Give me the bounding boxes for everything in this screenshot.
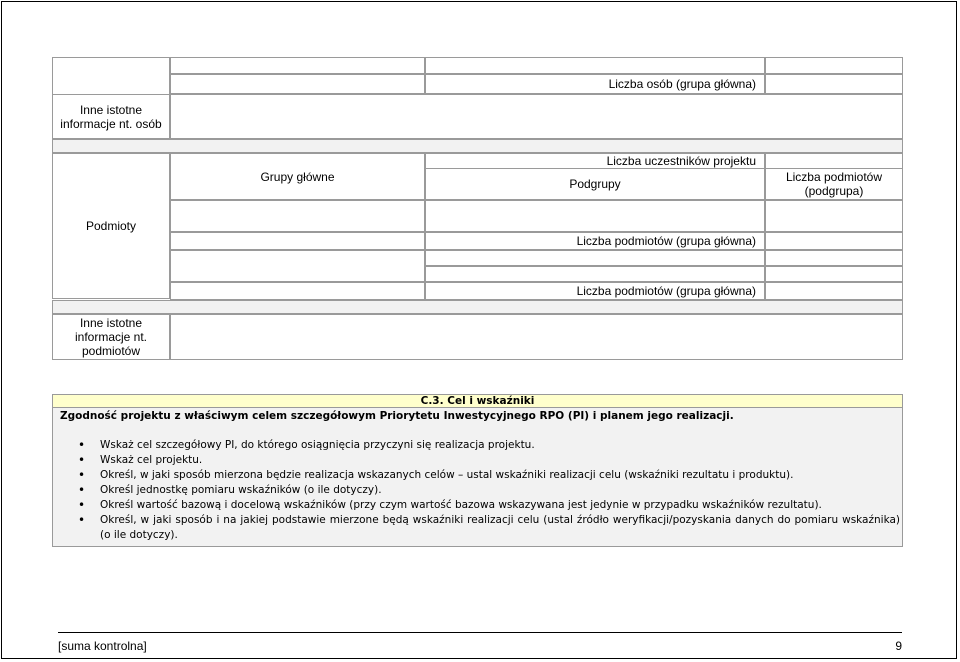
persons-group-count-header: Liczba osób (grupa główna) — [425, 74, 765, 94]
entities-subgroup-count-header: Liczba podmiotów (podgrupa) — [765, 168, 903, 200]
list-item: • Określ, w jaki sposób mierzona będzie realizacja wskazanych celów – ustal wskaźniki realizacji celu (wskaźniki rezultatu i produktu). — [60, 468, 900, 483]
subgroups-header: Podgrupy — [425, 168, 765, 200]
table-cell[interactable] — [170, 282, 425, 300]
participants-count-header: Liczba uczestników projektu — [425, 153, 765, 169]
table-cell[interactable] — [765, 232, 903, 250]
table-cell[interactable] — [170, 232, 425, 250]
table-cell[interactable] — [765, 282, 903, 300]
other-info-entities-field[interactable] — [170, 314, 903, 360]
page-footer — [58, 632, 902, 653]
table-separator-row — [52, 300, 903, 314]
list-item: • Określ, w jaki sposób i na jakiej podstawie mierzone będą wskaźniki realizacji celu (ustal źródło weryfikacji/pozyskania danych do pomiaru wskaźnika) (o ile dotyczy). — [60, 513, 900, 543]
other-info-persons-label: Inne istotne informacje nt. osób — [52, 94, 170, 139]
main-groups-header: Grupy główne — [170, 153, 425, 200]
entities-group-count-header-1: Liczba podmiotów (grupa główna) — [425, 232, 765, 250]
entities-label: Podmioty — [52, 153, 170, 299]
entities-group-count-header-2: Liczba podmiotów (grupa główna) — [425, 282, 765, 300]
checksum-label: [suma kontrolna] — [58, 639, 147, 653]
other-info-entities-label: Inne istotne informacje nt. podmiotów — [52, 314, 170, 360]
list-item: • Określ jednostkę pomiaru wskaźników (o ile dotyczy). — [60, 483, 900, 498]
table-cell[interactable] — [765, 153, 903, 169]
page-number: 9 — [895, 639, 902, 653]
table-separator-row — [52, 139, 903, 153]
instructions-list — [60, 438, 900, 543]
table-cell[interactable] — [425, 200, 765, 232]
table-cell[interactable] — [425, 250, 765, 266]
list-item: • Wskaż cel szczegółowy PI, do którego osiągnięcia przyczyni się realizacja projektu. — [60, 438, 900, 453]
table-cell[interactable] — [170, 250, 425, 282]
table-cell[interactable] — [170, 57, 425, 74]
other-info-persons-field[interactable] — [170, 94, 903, 139]
table-cell[interactable] — [170, 74, 425, 94]
table-cell[interactable] — [765, 266, 903, 282]
list-item: • Określ wartość bazową i docelową wskaźników (przy czym wartość bazowa wskazywana jest jedynie w przypadku wskaźników rezultatu). — [60, 498, 900, 513]
list-item: • Wskaż cel projektu. — [60, 453, 900, 468]
section-title: C.3. Cel i wskaźniki — [52, 394, 903, 408]
table-cell[interactable] — [170, 200, 425, 232]
table-cell[interactable] — [765, 74, 903, 94]
table-cell[interactable] — [765, 250, 903, 266]
answer-field[interactable] — [52, 547, 903, 617]
section-subtitle: Zgodność projektu z właściwym celem szczegółowym Priorytetu Inwestycyjnego RPO (PI) i planem jego realizacji. — [60, 410, 734, 422]
table-cell[interactable] — [425, 266, 765, 282]
table-cell[interactable] — [765, 57, 903, 74]
table-cell[interactable] — [765, 200, 903, 232]
table-cell[interactable] — [425, 57, 765, 74]
